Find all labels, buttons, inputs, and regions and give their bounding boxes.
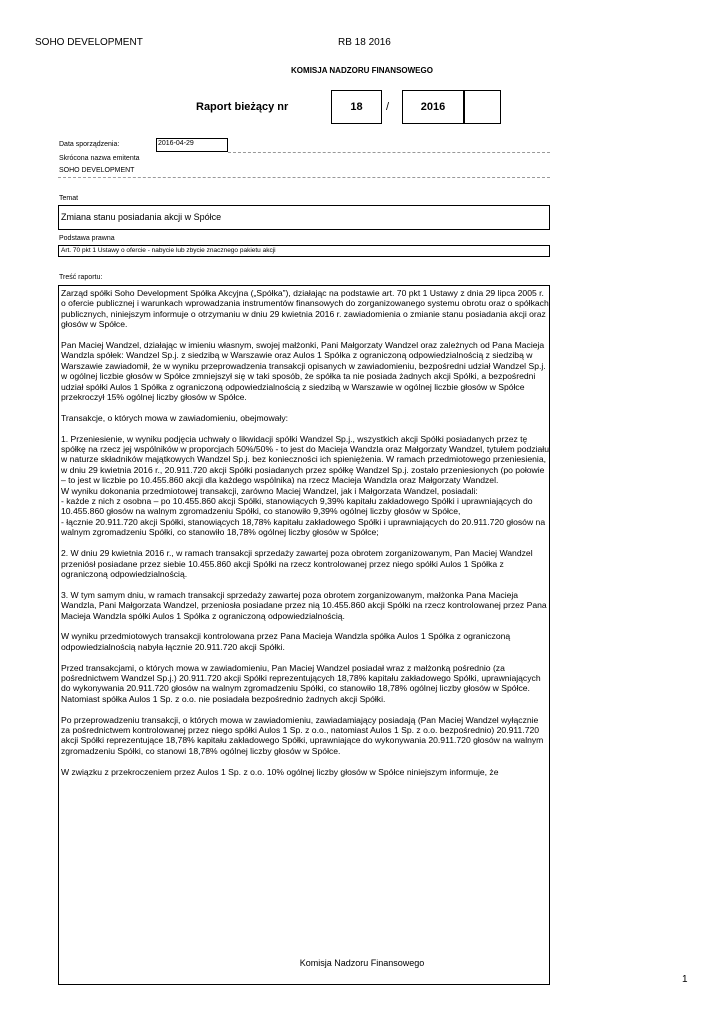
report-extra-box xyxy=(464,90,501,124)
date-divider xyxy=(228,152,550,153)
issuer-label: Skrócona nazwa emitenta xyxy=(59,155,140,162)
legal-basis-label: Podstawa prawna xyxy=(59,235,115,242)
content-paragraph: Przed transakcjami, o których mowa w zawiadomieniu, Pan Maciej Wandzel posiadał wraz z małżonką pośrednio (za pośrednictwem Wandzel Sp.j.) 20.911.720 akcji Spółki reprezentujących 18,78% kapitału zakładowego Spółki, uprawniających do wykonywania 20.911.720 głosów na walnym zgromadzeniu Spółki, co stanowiło 18,78% ogólnej liczby głosów w Spółce. Natomiast spółka Aulos 1 Sp. z o.o. nie posiadała bezpośrednio żadnych akcji Spółki. xyxy=(61,662,541,704)
header-report-ref: RB 18 2016 xyxy=(338,37,391,48)
content-paragraph: Zarząd spółki Soho Development Spółka Akcyjna („Spółka”), działając na podstawie art. 70 pkt 1 Ustawy z dnia 29 lipca 2005 r. o ofercie publicznej i warunkach wprowadzania instrumentów finansowych do zorganizowanego systemu obrotu oraz o spółkach publicznych, niniejszym informuje o otrzymaniu w dniu 29 kwietnia 2016 r. zawiadomienia o zmianie stanu posiadania akcji oraz głosów w Spółce. xyxy=(61,288,549,330)
footer-text: Komisja Nadzoru Finansowego xyxy=(299,958,425,968)
report-number: 18 xyxy=(350,101,363,113)
content-paragraph: Transakcje, o których mowa w zawiadomieniu, obejmowały: xyxy=(61,412,289,423)
content-paragraph: Pan Maciej Wandzel, działając w imieniu własnym, swojej małżonki, Pani Małgorzaty Wandzel oraz zależnych od Pana Macieja Wandzla spółek: Wandzel Sp.j. z siedzibą w Warszawie oraz Aulos 1 Spółka z ograniczoną odpowiedzialnością z siedzibą w Warszawie zawiadomił, że w wyniku przeprowadzenia transakcji opisanych w zawiadomieniu, bezpośredni udział Wandzel Sp.j. w ogólnej liczbie głosów w Spółce zmniejszył się w taki sposób, że spółka ta nie posiada żadnych akcji Spółki, a bezpośredni udział spółki Aulos 1 Spółka z ograniczoną odpowiedzialnością z siedzibą w Warszawie w ogólnej liczbie głosów w Spółce przekroczył 15% ogólnej liczby głosów w Spółce. xyxy=(61,340,546,403)
content-label: Treść raportu: xyxy=(59,274,103,281)
date-label: Data sporządzenia: xyxy=(59,141,120,148)
report-year: 2016 xyxy=(420,101,446,113)
report-content-box xyxy=(58,285,550,985)
content-paragraph: W związku z przekroczeniem przez Aulos 1 Sp. z o.o. 10% ogólnej liczby głosów w Spółce niniejszym informuje, że xyxy=(61,766,499,777)
issuer-divider xyxy=(58,177,550,178)
content-paragraph: 3. W tym samym dniu, w ramach transakcji sprzedaży zawartej poza obrotem zorganizowanym, małżonka Pana Macieja Wandzla, Pani Małgorzata Wandzel, przeniosła posiadane przez nią 10.455.860 akcji Spółki na rzecz kontrolowanej przez Pana Macieja Wandzla spółki Aulos 1 Spółka z ograniczoną odpowiedzialnością. xyxy=(61,589,547,621)
topic-label: Temat xyxy=(59,195,79,202)
header-company: SOHO DEVELOPMENT xyxy=(35,37,143,48)
content-paragraph: Po przeprowadzeniu transakcji, o których mowa w zawiadomieniu, zawiadamiający posiadają (Pan Maciej Wandzel wyłącznie za pośrednictwem kontrolowanej przez niego spółki Aulos 1 Sp. z o.o., natomiast Aulos 1 Sp. z o.o. bezpośrednio) 20.911.720 akcji Spółki reprezentujące 18,78% kapitału zakładowego Spółki, uprawniające do wykonywania 20.911.720 głosów na walnym zgromadzeniu Spółki, co stanowi 18,78% ogólnej liczby głosów w Spółce. xyxy=(61,714,544,756)
report-label: Raport bieżący nr xyxy=(196,101,289,113)
topic-value: Zmiana stanu posiadania akcji w Spółce xyxy=(61,212,222,222)
report-separator: / xyxy=(386,101,390,113)
date-value: 2016-04-29 xyxy=(158,140,194,147)
report-content xyxy=(61,288,549,787)
issuer-value: SOHO DEVELOPMENT xyxy=(59,167,135,174)
legal-basis-value: Art. 70 pkt 1 Ustawy o ofercie - nabycie lub zbycie znacznego pakietu akcji xyxy=(61,247,276,254)
content-paragraph: W wyniku przedmiotowych transakcji kontrolowana przez Pana Macieja Wandzla spółka Aulos 1 Spółka z ograniczoną odpowiedzialnością nabyła łącznie 20.911.720 akcji Spółki. xyxy=(61,631,511,652)
content-paragraph: 2. W dniu 29 kwietnia 2016 r., w ramach transakcji sprzedaży zawartej poza obrotem zorganizowanym, Pan Maciej Wandzel przeniósł posiadane przez siebie 10.455.860 akcji Spółki na rzecz kontrolowanej przez niego spółki Aulos 1 Spółka z ograniczoną odpowiedzialnością. xyxy=(61,548,533,579)
content-paragraph: 1. Przeniesienie, w wyniku podjęcia uchwały o likwidacji spółki Wandzel Sp.j., wszystkich akcji Spółki posiadanych przez tę spółkę na rzecz jej wspólników w proporcjach 50%/50% - to jest do Macieja Wandzla oraz Małgorzaty Wandzel, tytułem podziału w naturze składników majątkowych Wandzel Sp.j. bez konieczności ich spieniężenia. W ramach przedmiotowego przeniesienia, w dniu 29 kwietnia 2016 r., 20.911.720 akcji Spółki posiadanych przez spółkę Wandzel Sp.j. zostało przeniesionych (po połowie – to jest w liczbie po 10.455.860 akcji dla każdego wspólnika) na rzecz Macieja Wandzla oraz Małgorzaty Wandzel. W wyniku dokonania przedmiotowej transakcji, zarówno Maciej Wandzel, jak i Małgorzata Wandzel, posiadali: - każde z nich z osobna – po 10.455.860 akcji Spółki, stanowiących 9,39% kapitału zakładowego Spółki i uprawniających do 10.455.860 głosów na walnym zgromadzeniu Spółki, co stanowiło 9,39% ogólnej liczby głosów w Spółce, - łącznie 20.911.720 akcji Spółki, stanowiących 18,78% kapitału zakładowego Spółki i uprawniających do 20.911.720 głosów na walnym zgromadzeniu Spółki, co stanowiło 18,78% ogólnej liczby głosów w Spółce; xyxy=(61,433,549,538)
page-number: 1 xyxy=(682,974,688,985)
authority-title: KOMISJA NADZORU FINANSOWEGO xyxy=(291,66,433,75)
